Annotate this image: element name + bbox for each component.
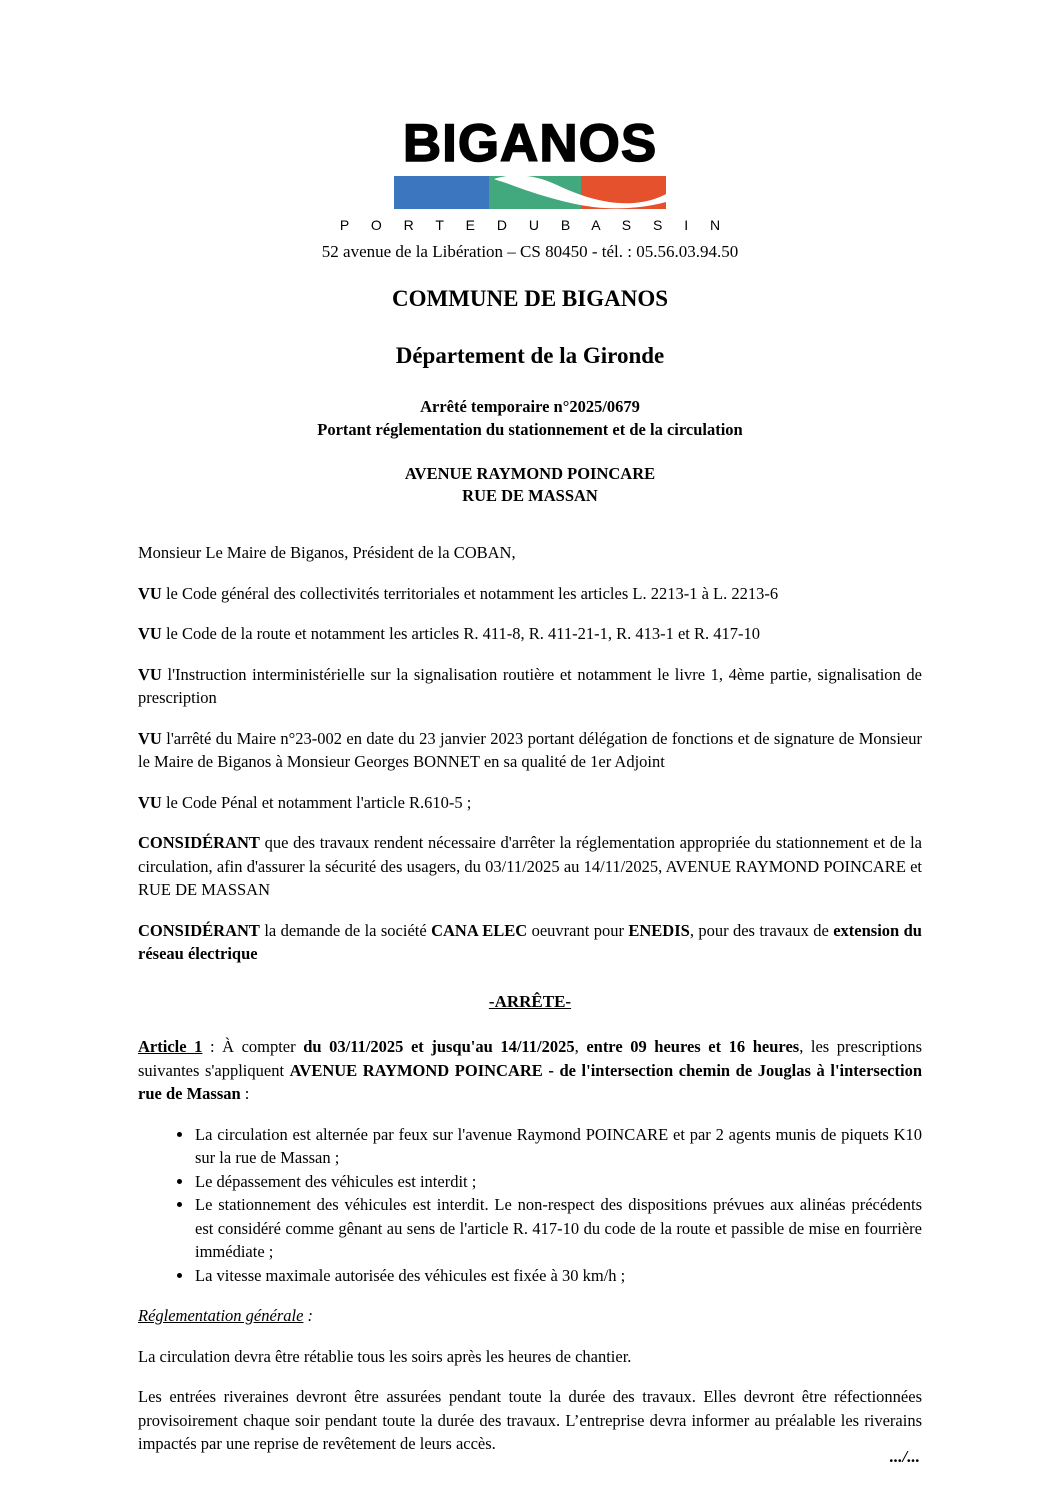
general-rule-paragraph-1: La circulation devra être rétablie tous les soirs après les heures de chantier. — [138, 1346, 632, 1366]
vu-label: VU — [138, 583, 162, 603]
company-name: CANA ELEC — [431, 920, 528, 940]
text-run: la demande de la société — [259, 920, 432, 940]
considerant-paragraph-2 — [138, 919, 922, 966]
vu-text: le Code général des collectivités territoriales et notamment les articles L. 2213-1 à L. 2213-6 — [161, 583, 779, 603]
text-run: , — [574, 1037, 587, 1056]
considerant-text: que des travaux rendent nécessaire d'arrêter la réglementation appropriée du stationnement et de la circulation, afin d'assurer la sécurité des usagers, du 03/11/2025 au 14/11/2025, AVENUE RAYMOND POINCARE et RUE DE MASSAN — [138, 833, 922, 899]
letterhead — [138, 116, 922, 262]
commune-title: COMMUNE DE BIGANOS — [391, 286, 668, 311]
text-run: : — [303, 1306, 314, 1325]
text-run: oeuvrant pour — [527, 920, 629, 940]
vu-label: VU — [138, 664, 162, 684]
vu-paragraph-3 — [138, 663, 922, 710]
article-1-label: Article 1 — [138, 1037, 203, 1056]
departement-title: Département de la Gironde — [395, 343, 665, 368]
text-run: : — [240, 1084, 250, 1103]
street-line-1: AVENUE RAYMOND POINCARE — [404, 464, 656, 483]
list-item-text: La circulation est alternée par feux sur l'avenue Raymond POINCARE et par 2 agents munis de piquets K10 sur la rue de Massan ; — [195, 1124, 922, 1167]
considerant-label: CONSIDÉRANT — [138, 833, 260, 852]
arrete-heading — [138, 990, 922, 1014]
time-range: entre 09 heures et 16 heures — [586, 1037, 800, 1056]
list-item-text: Le stationnement des véhicules est interdit. Le non-respect des dispositions prévues aux alinéas précédents est considéré comme gênant au sens de l'article R. 417-10 du code de la route et passible de mise en fourrière immédiate ; — [195, 1195, 922, 1261]
logo-wordmark: BIGANOS — [402, 114, 658, 173]
arrete-number: Arrêté temporaire n°2025/0679 — [420, 397, 640, 416]
text-run: , pour des travaux de — [689, 920, 834, 940]
continuation-marker: .../... — [889, 1447, 920, 1466]
vu-label: VU — [138, 624, 162, 643]
reglementation-label: Réglementation générale — [138, 1306, 304, 1325]
list-item — [194, 1193, 922, 1264]
list-item — [194, 1170, 922, 1194]
list-item — [194, 1264, 922, 1288]
list-item — [194, 1123, 922, 1170]
vu-label: VU — [138, 792, 162, 812]
considerant-label: CONSIDÉRANT — [138, 920, 260, 940]
street-names — [138, 463, 922, 507]
date-range: du 03/11/2025 et jusqu'au 14/11/2025 — [303, 1037, 575, 1056]
vu-label: VU — [138, 728, 162, 748]
company-name: ENEDIS — [628, 920, 690, 940]
works-description: extension du réseau électrique — [138, 920, 922, 963]
arrete-heading-text: -ARRÊTE- — [488, 991, 572, 1011]
street-line-2: RUE DE MASSAN — [462, 486, 598, 505]
reglementation-heading — [138, 1304, 922, 1328]
logo-bar-blue — [394, 176, 489, 209]
logo-wave-graphic — [394, 175, 666, 210]
vu-paragraph-5 — [138, 791, 922, 815]
general-rule-paragraph-2: Les entrées riveraines devront être assurées pendant toute la durée des travaux. Elles devront être réfectionnées provisoirement chaque soir pendant toute la durée des travaux. L’entreprise devra informer au préalable les riverains impactés par une reprise de revêtement de leurs accès. — [138, 1387, 922, 1453]
vu-paragraph-2 — [138, 622, 922, 646]
vu-text: l'arrêté du Maire n°23-002 en date du 23 janvier 2023 portant délégation de fonctions et de signature de Monsieur le Maire de Biganos à Monsieur Georges BONNET en sa qualité de 1er Adjoint — [138, 728, 922, 771]
text-run: , les prescriptions suivantes s'appliquent — [138, 1037, 923, 1080]
vu-paragraph-1 — [138, 582, 922, 606]
considerant-paragraph-1 — [138, 831, 922, 902]
text-run: : À compter — [202, 1037, 304, 1056]
biganos-logo — [331, 116, 729, 233]
prescriptions-list — [138, 1123, 922, 1288]
salutation-paragraph: Monsieur Le Maire de Biganos, Président de la COBAN, — [138, 543, 516, 562]
list-item-text: Le dépassement des véhicules est interdit ; — [195, 1171, 477, 1191]
list-item-text: La vitesse maximale autorisée des véhicules est fixée à 30 km/h ; — [195, 1265, 626, 1285]
vu-paragraph-4 — [138, 727, 922, 774]
address-line: 52 avenue de la Libération – CS 80450 - tél. : 05.56.03.94.50 — [321, 242, 739, 261]
arrete-object: Portant réglementation du stationnement et de la circulation — [317, 420, 743, 439]
vu-text: l'Instruction interministérielle sur la signalisation routière et notamment le livre 1, 4ème partie, signalisation de prescription — [138, 664, 922, 707]
arrete-subtitle — [138, 395, 922, 441]
logo-tagline: P O R T E D U B A S S I N — [339, 217, 730, 233]
document-body — [138, 541, 922, 1456]
article-1-paragraph — [138, 1035, 922, 1106]
vu-text: le Code Pénal et notamment l'article R.610-5 ; — [161, 792, 472, 812]
location-description: AVENUE RAYMOND POINCARE - de l'intersection chemin de Jouglas à l'intersection rue de Massan — [138, 1060, 922, 1103]
vu-text: le Code de la route et notamment les articles R. 411-8, R. 411-21-1, R. 413-1 et R. 417-10 — [161, 624, 761, 643]
